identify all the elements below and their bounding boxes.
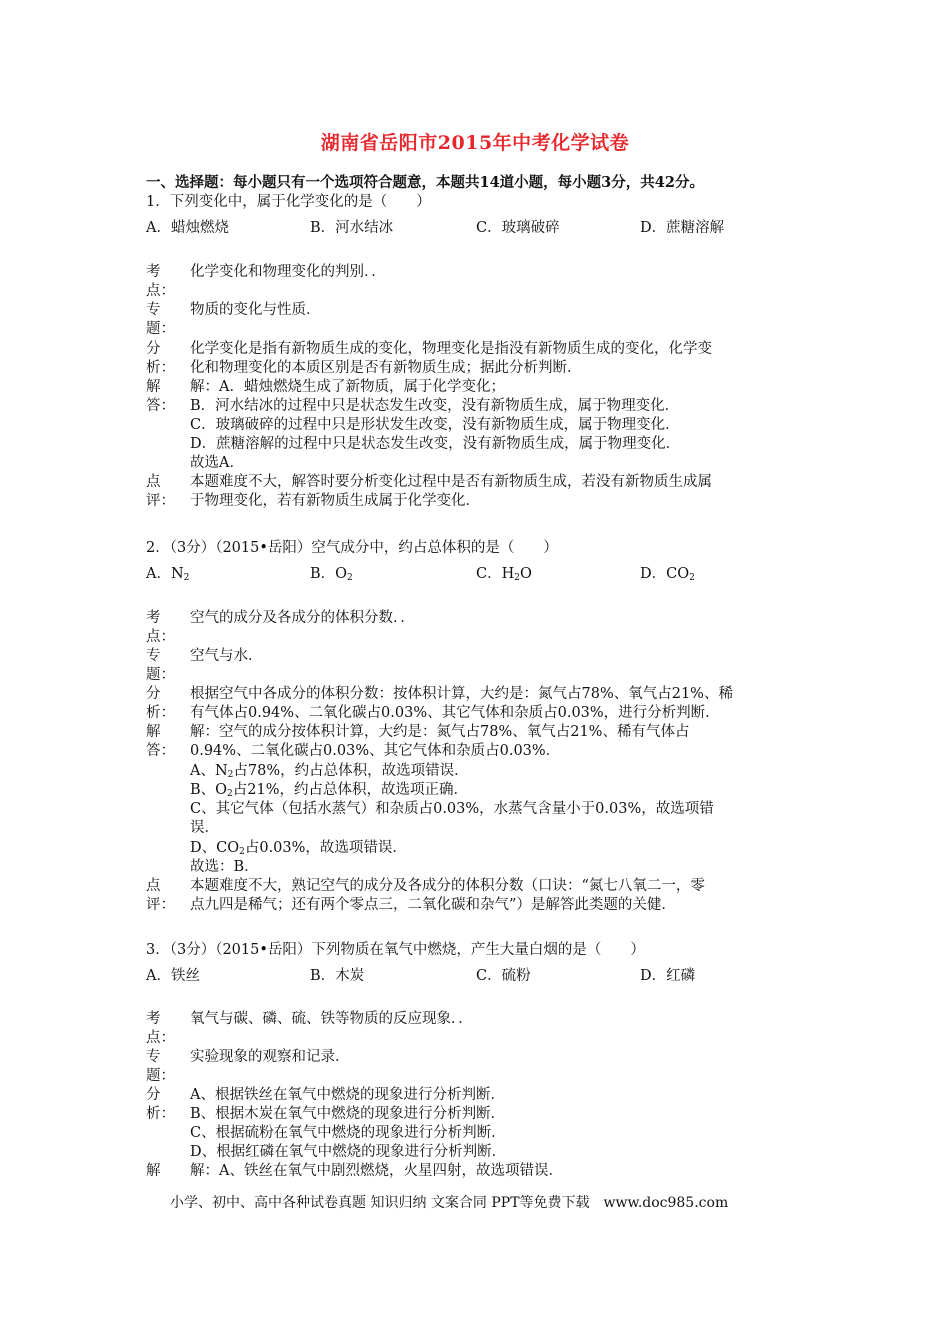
label-jieda: 解 bbox=[146, 379, 161, 395]
q2-jieda: 0.94%、二氧化碳占0.03%、其它气体和杂质占0.03%． bbox=[190, 743, 561, 759]
label-zhuanti: 专 bbox=[146, 648, 161, 664]
q1-option-b: B．河水结冰 bbox=[310, 220, 394, 236]
q1-jieda: 故选A． bbox=[190, 455, 244, 471]
label-zhuanti: 题： bbox=[146, 1068, 175, 1084]
label-fenxi: 分 bbox=[146, 1087, 161, 1103]
q2-jieda-a: A、$N_2$占78%，约占总体积，故选项错误． bbox=[190, 763, 469, 780]
q3-option-b: B．木炭 bbox=[310, 968, 365, 984]
q3-option-d: D．红磷 bbox=[640, 968, 696, 984]
q1-jieda: B．河水结冰的过程中只是状态发生改变，没有新物质生成，属于物理变化． bbox=[190, 398, 680, 414]
q2-kaodian: 空气的成分及各成分的体积分数．． bbox=[190, 610, 415, 626]
q2-option-d: D．$CO_2$ bbox=[640, 566, 695, 583]
label-dianping: 点 bbox=[146, 474, 161, 490]
q2-fenxi: 根据空气中各成分的体积分数：按体积计算，大约是：氮气占78%、氧气占21%、稀 bbox=[190, 686, 733, 702]
q1-zhuanti: 物质的变化与性质． bbox=[190, 302, 321, 318]
label-kaodian: 点： bbox=[146, 1030, 175, 1046]
label-kaodian: 考 bbox=[146, 264, 161, 280]
label-jieda: 解 bbox=[146, 724, 161, 740]
q1-dianping: 本题难度不大，解答时要分析变化过程中是否有新物质生成，若没有新物质生成属 bbox=[190, 474, 712, 490]
q1-fenxi: 化和物理变化的本质区别是否有新物质生成；据此分析判断． bbox=[190, 360, 582, 376]
q1-jieda: C．玻璃破碎的过程中只是形状发生改变，没有新物质生成，属于物理变化． bbox=[190, 417, 680, 433]
q2-option-c: C．$H_2O$ bbox=[476, 566, 532, 583]
q1-option-d: D．蔗糖溶解 bbox=[640, 220, 725, 236]
q2-dianping: 点九四是稀气；还有两个零点三，二氧化碳和杂气”）是解答此类题的关健． bbox=[190, 897, 676, 913]
q3-option-c: C．硫粉 bbox=[476, 968, 531, 984]
label-kaodian: 点： bbox=[146, 283, 175, 299]
q3-kaodian: 氧气与碳、磷、硫、铁等物质的反应现象．． bbox=[190, 1011, 473, 1027]
label-dianping: 点 bbox=[146, 878, 161, 894]
q2-jieda: 解：空气的成分按体积计算，大约是：氮气占78%、氧气占21%、稀有气体占 bbox=[190, 724, 690, 740]
page-title: 湖南省岳阳市2015年中考化学试卷 bbox=[320, 132, 630, 154]
q3-fenxi: A、根据铁丝在氧气中燃烧的现象进行分析判断． bbox=[190, 1087, 505, 1103]
q2-dianping: 本题难度不大，熟记空气的成分及各成分的体积分数（口诀：“氮七八氧二一，零 bbox=[190, 878, 705, 894]
q1-kaodian: 化学变化和物理变化的判别．． bbox=[190, 264, 386, 280]
q2-option-b: B．$O_2$ bbox=[310, 566, 353, 583]
label-fenxi: 析： bbox=[146, 705, 175, 721]
label-kaodian: 考 bbox=[146, 1011, 161, 1027]
label-fenxi: 析： bbox=[146, 1106, 175, 1122]
label-jieda: 解 bbox=[146, 1163, 161, 1179]
q2-option-a: A．$N_2$ bbox=[146, 566, 190, 583]
page-footer: 小学、初中、高中各种试卷真题 知识归纳 文案合同 PPT等免费下载 www.doc985.com bbox=[170, 1195, 729, 1211]
question-1-stem: 1．下列变化中，属于化学变化的是（ ） bbox=[146, 194, 431, 210]
q1-dianping: 于物理变化，若有新物质生成属于化学变化． bbox=[190, 493, 480, 509]
label-zhuanti: 题： bbox=[146, 667, 175, 683]
q1-jieda: D．蔗糖溶解的过程中只是状态发生改变，没有新物质生成，属于物理变化． bbox=[190, 436, 681, 452]
q2-jieda-b: B、$O_2$占21%，约占总体积，故选项正确． bbox=[190, 782, 469, 799]
q1-fenxi: 化学变化是指有新物质生成的变化，物理变化是指没有新物质生成的变化，化学变 bbox=[190, 341, 712, 357]
question-3-stem: 3．（3分）（2015•岳阳）下列物质在氧气中燃烧，产生大量白烟的是（ ） bbox=[146, 942, 645, 958]
label-kaodian: 考 bbox=[146, 610, 161, 626]
q1-option-c: C．玻璃破碎 bbox=[476, 220, 560, 236]
q3-option-a: A．铁丝 bbox=[146, 968, 200, 984]
question-2-stem: 2．（3分）（2015•岳阳）空气成分中，约占总体积的是（ ） bbox=[146, 540, 558, 556]
q3-fenxi: C、根据硫粉在氧气中燃烧的现象进行分析判断． bbox=[190, 1125, 506, 1141]
q1-jieda: 解：A．蜡烛燃烧生成了新物质，属于化学变化； bbox=[190, 379, 505, 395]
label-zhuanti: 题： bbox=[146, 321, 175, 337]
q3-jieda: 解：A、铁丝在氧气中剧烈燃烧，火星四射，故选项错误． bbox=[190, 1163, 563, 1179]
q2-jieda-end: 故选：B． bbox=[190, 859, 259, 875]
label-zhuanti: 专 bbox=[146, 302, 161, 318]
q3-zhuanti: 实验现象的观察和记录． bbox=[190, 1049, 350, 1065]
label-dianping: 评： bbox=[146, 897, 175, 913]
q2-jieda-c: 误． bbox=[190, 820, 219, 836]
label-fenxi: 析： bbox=[146, 360, 175, 376]
q2-fenxi: 有气体占0.94%、二氧化碳占0.03%、其它气体和杂质占0.03%，进行分析判断． bbox=[190, 705, 720, 721]
q3-fenxi: B、根据木炭在氧气中燃烧的现象进行分析判断． bbox=[190, 1106, 506, 1122]
label-dianping: 评： bbox=[146, 493, 175, 509]
q2-jieda-c: C、其它气体（包括水蒸气）和杂质占0.03%，水蒸气含量小于0.03%，故选项错 bbox=[190, 801, 714, 817]
q1-option-a: A．蜡烛燃烧 bbox=[146, 220, 229, 236]
label-fenxi: 分 bbox=[146, 686, 161, 702]
q2-zhuanti: 空气与水． bbox=[190, 648, 263, 664]
q3-fenxi: D、根据红磷在氧气中燃烧的现象进行分析判断． bbox=[190, 1144, 507, 1160]
label-fenxi: 分 bbox=[146, 341, 161, 357]
label-kaodian: 点： bbox=[146, 629, 175, 645]
section-heading: 一、选择题：每小题只有一个选项符合题意，本题共14道小题，每小题3分，共42分。 bbox=[146, 174, 704, 191]
q2-jieda-d: D、$CO_2$占0.03%，故选项错误． bbox=[190, 840, 407, 857]
label-jieda: 答： bbox=[146, 398, 175, 414]
label-zhuanti: 专 bbox=[146, 1049, 161, 1065]
label-jieda: 答： bbox=[146, 743, 175, 759]
